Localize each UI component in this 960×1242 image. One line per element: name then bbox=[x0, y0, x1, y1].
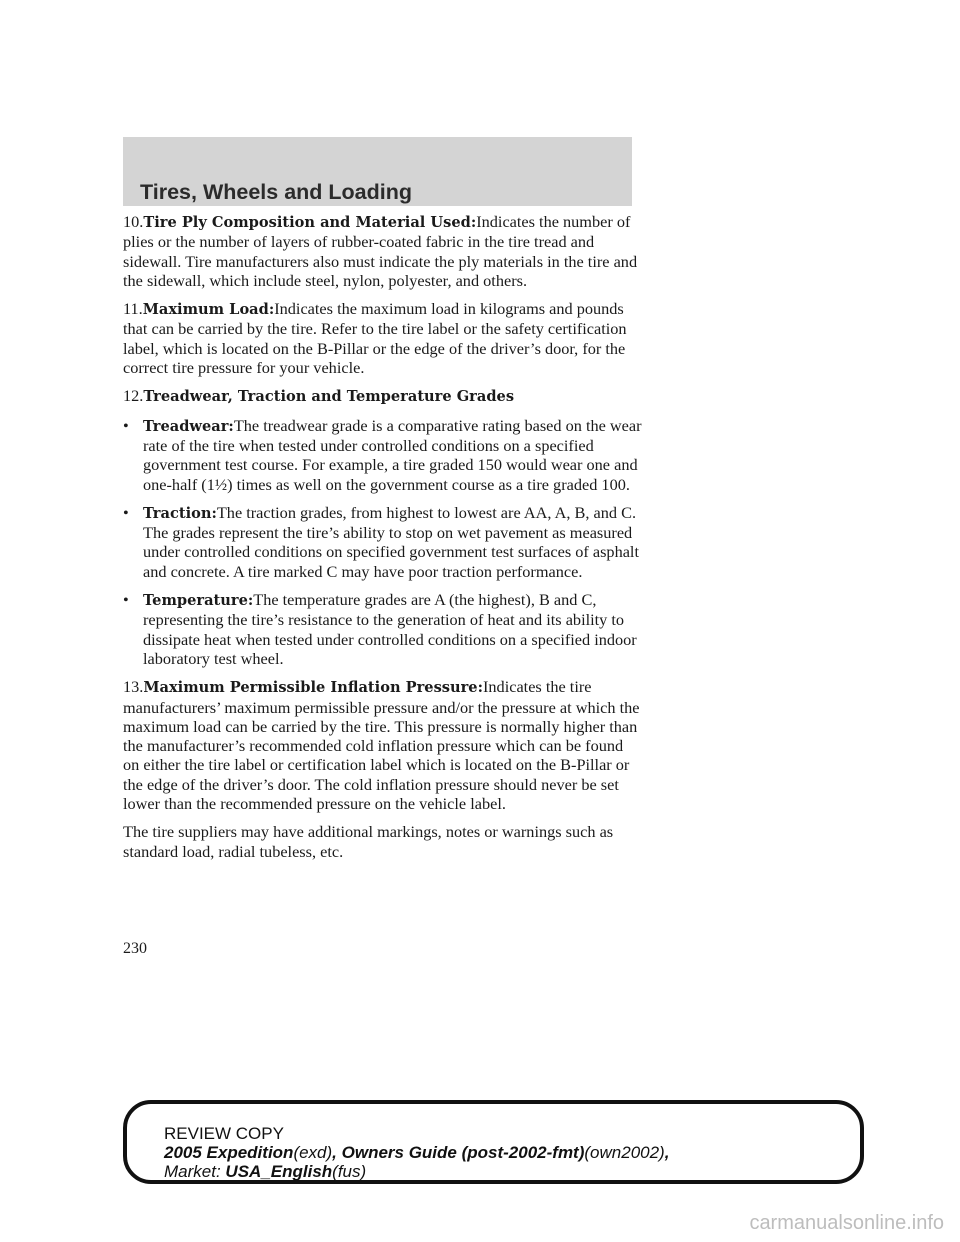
item-number: 11. bbox=[123, 299, 143, 319]
section-title: Tires, Wheels and Loading bbox=[140, 180, 412, 204]
model-code: (exd) bbox=[293, 1143, 333, 1162]
closing-paragraph: The tire suppliers may have additional markings, notes or warnings such as standard load, radial tubeless, etc. bbox=[123, 822, 614, 861]
market-name: USA_English bbox=[225, 1162, 333, 1181]
bullet-text: The traction grades, from highest to lowest are AA, A, B, and C. The grades represent the tire’s ability to stop on wet pavement as measured under controlled conditions on specified government test surfaces of asphalt and concrete. A tire marked C may have poor traction performance. bbox=[143, 502, 639, 581]
bullet-label: Treadwear: bbox=[143, 417, 234, 435]
bullet-dot: • bbox=[123, 590, 129, 610]
model-name: 2005 Expedition bbox=[164, 1143, 294, 1162]
item-10 bbox=[123, 212, 643, 290]
separator: , bbox=[664, 1143, 670, 1162]
guide-name: Owners Guide (post-2002-fmt) bbox=[341, 1143, 585, 1162]
item-number: 12. bbox=[123, 386, 144, 406]
item-label: Treadwear, Traction and Temperature Grades bbox=[143, 388, 515, 406]
bullet-label: Temperature: bbox=[143, 592, 254, 610]
review-model-line bbox=[164, 1143, 784, 1162]
item-text: Indicates the maximum load in kilograms and pounds that can be carried by the tire. Refer to the tire label or the safety certification label, which is located on the B-Pillar or the edge of the driver’s door, for the correct tire pressure for your vehicle. bbox=[123, 299, 627, 378]
page-number: 230 bbox=[123, 940, 147, 957]
bullet-dot: • bbox=[123, 415, 129, 435]
bullet-treadwear bbox=[123, 416, 643, 494]
item-label: Maximum Load: bbox=[142, 301, 275, 319]
item-12 bbox=[123, 386, 643, 406]
bullet-text: The temperature grades are A (the highest), B and C, representing the tire’s resistance to the generation of heat and its ability to dissipate heat when tested under controlled conditions on a specified indoor laboratory test wheel. bbox=[143, 590, 637, 668]
review-title: REVIEW COPY bbox=[164, 1124, 284, 1143]
item-label: Maximum Permissible Inflation Pressure: bbox=[143, 679, 483, 697]
item-text: Indicates the number of plies or the number of layers of rubber-coated fabric in the tire tread and sidewall. Tire manufacturers also must indicate the ply materials in the tire and the sidewall, which include steel, nylon, polyester, and others. bbox=[123, 212, 638, 290]
item-number: 13. bbox=[123, 677, 144, 697]
item-13 bbox=[123, 677, 643, 813]
item-label: Tire Ply Composition and Material Used: bbox=[143, 214, 477, 231]
page-body bbox=[123, 212, 643, 870]
watermark: carmanualsonline.info bbox=[749, 1212, 944, 1234]
bullet-dot: • bbox=[123, 502, 129, 522]
market-label: Market: bbox=[164, 1162, 221, 1181]
bullet-temperature bbox=[123, 590, 643, 668]
bullet-traction bbox=[123, 503, 643, 581]
item-number: 10. bbox=[123, 212, 144, 231]
separator: , bbox=[332, 1143, 342, 1162]
market-code: (fus) bbox=[332, 1162, 367, 1181]
bullet-label: Traction: bbox=[143, 504, 217, 522]
guide-code: (own2002) bbox=[584, 1143, 665, 1162]
bullet-text: The treadwear grade is a comparative rating based on the wear rate of the tire when tested under controlled conditions on a specified government test course. For example, a tire graded 150 would wear one and one-half (1½) times as well on the government course as a tire graded 100. bbox=[143, 415, 642, 494]
review-market-line bbox=[164, 1162, 784, 1181]
review-copy-text bbox=[164, 1124, 784, 1181]
item-text: Indicates the tire manufacturers’ maximum permissible pressure and/or the pressure at which the maximum load can be carried by the tire. This pressure is normally higher than the manufacturer’s recommended cold inflation pressure which can be found on either the tire label or certification label which is located on the B-Pillar or the edge of the driver’s door. The cold inflation pressure should never be set lower than the recommended pressure on the vehicle label. bbox=[123, 677, 640, 814]
item-11 bbox=[123, 299, 643, 377]
